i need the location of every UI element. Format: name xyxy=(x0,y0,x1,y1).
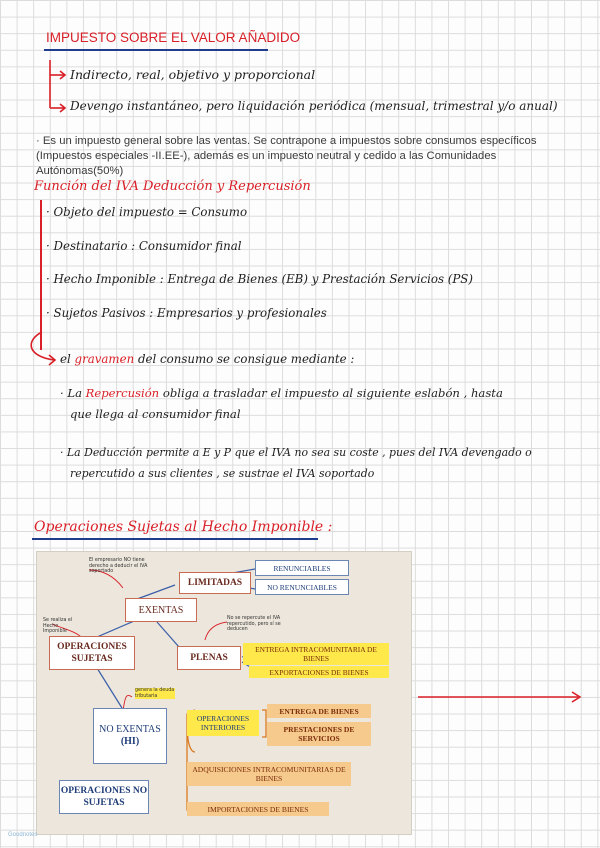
exentas-box: EXENTAS xyxy=(125,598,197,622)
no-exentas-label: NO EXENTAS xyxy=(99,724,161,735)
page-title: IMPUESTO SOBRE EL VALOR AÑADIDO xyxy=(46,30,301,45)
operaciones-interiores-box: OPERACIONES INTERIORES xyxy=(187,710,259,736)
section-bracket-line xyxy=(40,200,42,350)
note-sujetas: Se realiza el Hecho Imponible xyxy=(43,618,73,634)
curved-arrow-icon xyxy=(24,330,64,370)
note-limitadas: El empresario NO tiene derecho a deducir el IVA soportado xyxy=(89,558,148,574)
function-bullet: · Sujetos Pasivos : Empresarios y profesionales xyxy=(46,306,327,320)
operaciones-sujetas-box: OPERACIONES SUJETAS xyxy=(49,636,135,670)
right-arrow-icon xyxy=(418,690,588,704)
exportaciones-box: EXPORTACIONES DE BIENES xyxy=(249,666,389,678)
renunciables-box: RENUNCIABLES xyxy=(255,560,349,576)
adquisiciones-box: ADQUISICIONES INTRACOMUNITARIAS DE BIENES xyxy=(187,762,351,786)
deduccion-line-2: repercutido a sus clientes , se sustrae el IVA soportado xyxy=(70,467,375,480)
no-exentas-box xyxy=(93,708,167,764)
note-hi: genera la deuda tributaria xyxy=(135,688,175,699)
importaciones-box: IMPORTACIONES DE BIENES xyxy=(187,802,329,816)
function-bullet: · Objeto del impuesto = Consumo xyxy=(46,205,248,219)
gravamen-sentence: el gravamen del consumo se consigue mediante : xyxy=(60,352,355,366)
repercusion-line-2: que llega al consumidor final xyxy=(70,407,241,421)
note-plenas: No se repercute el IVA repercutido, pero sí se deducen xyxy=(227,616,281,632)
limitadas-box: LIMITADAS xyxy=(179,572,251,594)
section-title-function: Función del IVA Deducción y Repercusión xyxy=(34,179,311,194)
bracket-arrows-icon xyxy=(40,58,70,114)
function-bullet: · Hecho Imponible : Entrega de Bienes (EB) y Prestación Servicios (PS) xyxy=(46,272,473,286)
section-underline xyxy=(32,538,318,540)
prestaciones-box: PRESTACIONES DE SERVICIOS xyxy=(267,722,371,746)
repercusion-line: · La Repercusión obliga a trasladar el impuesto al siguiente eslabón , hasta xyxy=(60,386,503,400)
plenas-box: PLENAS xyxy=(177,646,241,670)
deduccion-line: · La Deducción permite a E y P que el IVA no sea su coste , pues del IVA devengado o xyxy=(60,446,532,459)
entrega-bienes-box: ENTREGA DE BIENES xyxy=(267,704,371,718)
function-bullet: · Destinatario : Consumidor final xyxy=(46,239,242,253)
entrega-intracom-box: ENTREGA INTRACOMUNITARIA DE BIENES xyxy=(243,643,389,665)
characteristic-item: Indirecto, real, objetivo y proporcional xyxy=(70,67,316,82)
no-renunciables-box: NO RENUNCIABLES xyxy=(255,579,349,595)
title-underline xyxy=(44,49,268,51)
section-title-operations: Operaciones Sujetas al Hecho Imponible : xyxy=(34,519,333,535)
operations-diagram xyxy=(36,551,412,835)
characteristic-item: Devengo instantáneo, pero liquidación periódica (mensual, trimestral y/o anual) xyxy=(70,99,558,113)
gravamen-highlight: gravamen xyxy=(74,352,135,366)
goodnotes-watermark: Goodnotes xyxy=(8,832,38,838)
intro-paragraph: · Es un impuesto general sobre las ventas. Se contrapone a impuestos sobre consumos específicos (Impuestos especiales -II.EE-), además es un impuesto neutral y cedido a las Comunidades Autónomas(50%) xyxy=(36,135,537,177)
repercusion-highlight: Repercusión xyxy=(85,386,160,400)
hi-label: (HI) xyxy=(120,736,140,747)
no-sujetas-box: OPERACIONES NO SUJETAS xyxy=(59,780,149,814)
